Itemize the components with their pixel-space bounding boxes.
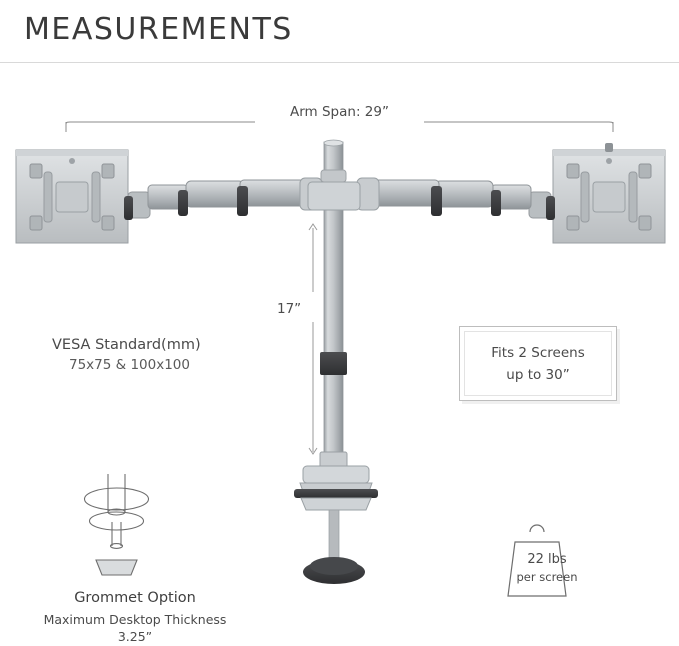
page-title: MEASUREMENTS [24,12,293,47]
fits-screens-line2: up to 30” [506,367,570,383]
arm-span-label: Arm Span: 29” [290,104,389,120]
vesa-plate-left [16,150,128,243]
vesa-standard-sizes: 75x75 & 100x100 [69,357,190,373]
fits-screens-line1: Fits 2 Screens [491,345,585,361]
weight-capacity-value: 22 lbs [527,552,567,567]
grommet-icon [85,474,149,575]
height-label: 17” [277,301,302,317]
desk-clamp [294,466,378,584]
arm-span-bracket [66,122,679,132]
height-measure-line [309,224,317,454]
center-pole [308,140,360,472]
fits-screens-callout [459,326,617,401]
monitor-arm-left [124,178,322,220]
vesa-plate-right [553,143,665,243]
grommet-thickness-label: Maximum Desktop Thickness [43,612,227,627]
weight-capacity-unit: per screen [516,570,578,584]
monitor-arm-right [357,178,555,220]
grommet-thickness-value: 3.25” [117,629,153,644]
fits-screens-inner-border [464,331,612,396]
vesa-standard-title: VESA Standard(mm) [52,337,201,353]
grommet-option-title: Grommet Option [74,590,196,606]
